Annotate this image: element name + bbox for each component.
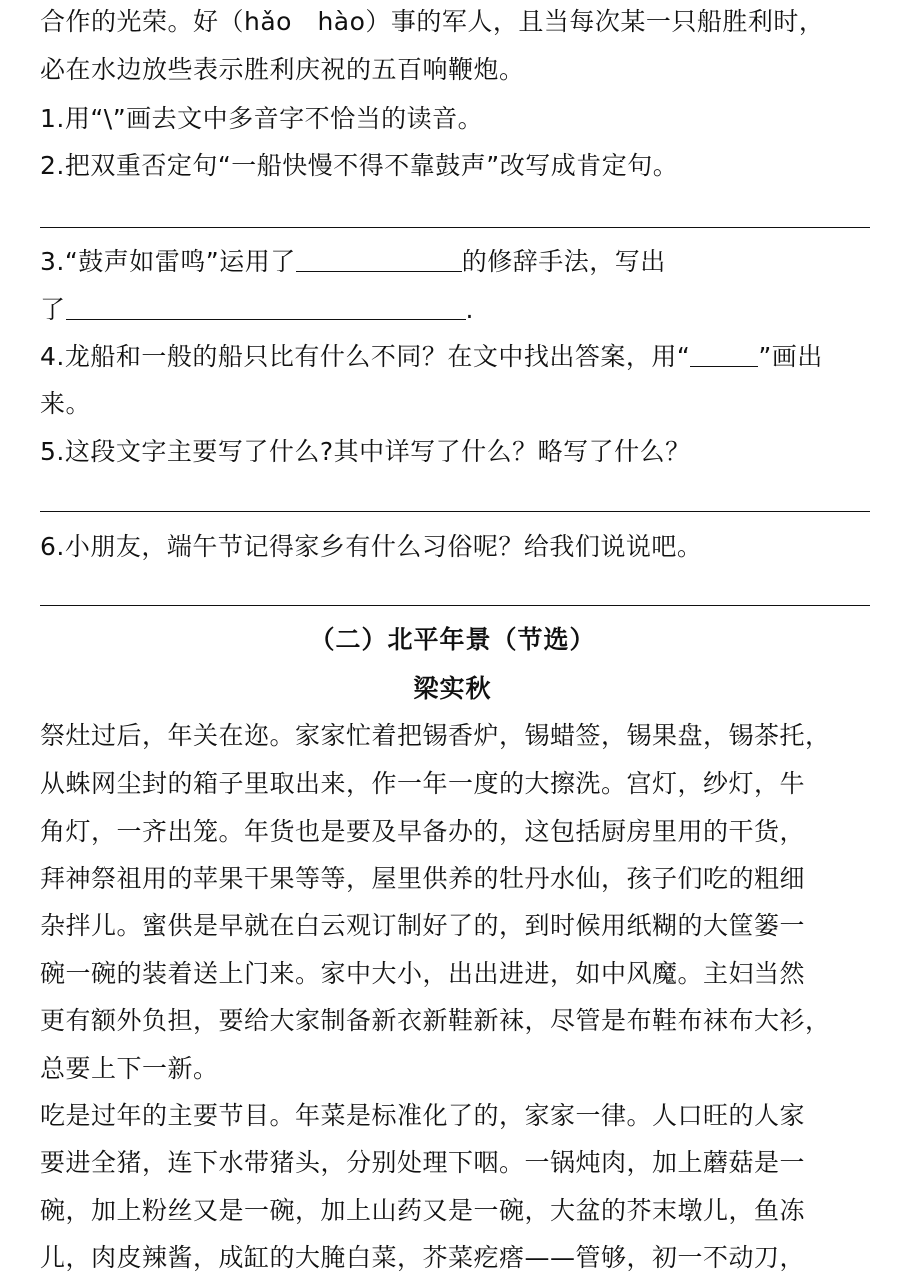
question-4-text-a: 4.龙船和一般的船只比有什么不同？在文中找出答案，用“ <box>40 342 691 371</box>
answer-line-q6 <box>40 605 870 606</box>
question-1: 1.用“\”画去文中多音字不恰当的读音。 <box>40 104 484 133</box>
paragraph-1-line: 从蛛网尘封的箱子里取出来，作一年一度的大擦洗。宫灯，纱灯，牛 <box>40 769 806 798</box>
question-2: 2.把双重否定句“一船快慢不得不靠鼓声”改写成肯定句。 <box>40 151 679 180</box>
question-4-line-2: 来。 <box>40 389 92 418</box>
question-4-text-b: ”画出 <box>758 342 823 371</box>
paragraph-1-line: 更有额外负担，要给大家制备新衣新鞋新袜，尽管是布鞋布袜布大衫， <box>40 1006 831 1035</box>
question-4 <box>40 337 867 377</box>
question-3-line-2 <box>40 290 867 330</box>
answer-line-q5 <box>40 511 870 512</box>
question-3 <box>40 242 867 282</box>
paragraph-2-line: 吃是过年的主要节目。年菜是标准化了的，家家一律。人口旺的人家 <box>40 1101 806 1130</box>
paragraph-2-line: 儿，肉皮辣酱，成缸的大腌白菜，芥菜疙瘩——管够，初一不动刀， <box>40 1243 806 1272</box>
question-3-text-b: 的修辞手法，写出 <box>461 247 666 276</box>
paragraph-1-line: 杂拌儿。蜜供是早就在白云观订制好了的，到时候用纸糊的大筐篓一 <box>40 911 806 940</box>
fill-blank-rhetoric <box>296 245 462 272</box>
question-3-text-c: 了 <box>40 295 66 324</box>
question-3-period: . <box>465 295 474 324</box>
paragraph-1-line: 总要上下一新。 <box>40 1054 219 1083</box>
paragraph-1-line: 祭灶过后，年关在迩。家家忙着把锡香炉，锡蜡签，锡果盘，锡茶托， <box>40 721 831 750</box>
question-5: 5.这段文字主要写了什么?其中详写了什么？略写了什么？ <box>40 437 691 466</box>
answer-line-q2 <box>40 227 870 228</box>
fill-blank-explanation <box>66 293 466 320</box>
question-6: 6.小朋友，端午节记得家乡有什么习俗呢？给我们说说吧。 <box>40 532 703 561</box>
paragraph-1-line: 拜神祭祖用的苹果干果等等，屋里供养的牡丹水仙，孩子们吃的粗细 <box>40 864 806 893</box>
underline-sample <box>690 340 758 367</box>
passage-line-1: 合作的光荣。好（hǎo hào）事的军人，且当每次某一只船胜利时， <box>40 7 825 36</box>
section-title: （二）北平年景（节选） <box>309 625 596 654</box>
passage-line-2: 必在水边放些表示胜利庆祝的五百响鞭炮。 <box>40 55 525 84</box>
question-3-text-a: 3.“鼓声如雷鸣”运用了 <box>40 247 296 276</box>
section-author: 梁实秋 <box>413 674 492 703</box>
paragraph-2-line: 碗，加上粉丝又是一碗，加上山药又是一碗，大盆的芥末墩儿，鱼冻 <box>40 1196 806 1225</box>
paragraph-1-line: 碗一碗的装着送上门来。家中大小，出出进进，如中风魔。主妇当然 <box>40 959 806 988</box>
paragraph-1-line: 角灯，一齐出笼。年货也是要及早备办的，这包括厨房里用的干货， <box>40 817 806 846</box>
paragraph-2-line: 要进全猪，连下水带猪头，分别处理下咽。一锅炖肉，加上蘑菇是一 <box>40 1148 806 1177</box>
